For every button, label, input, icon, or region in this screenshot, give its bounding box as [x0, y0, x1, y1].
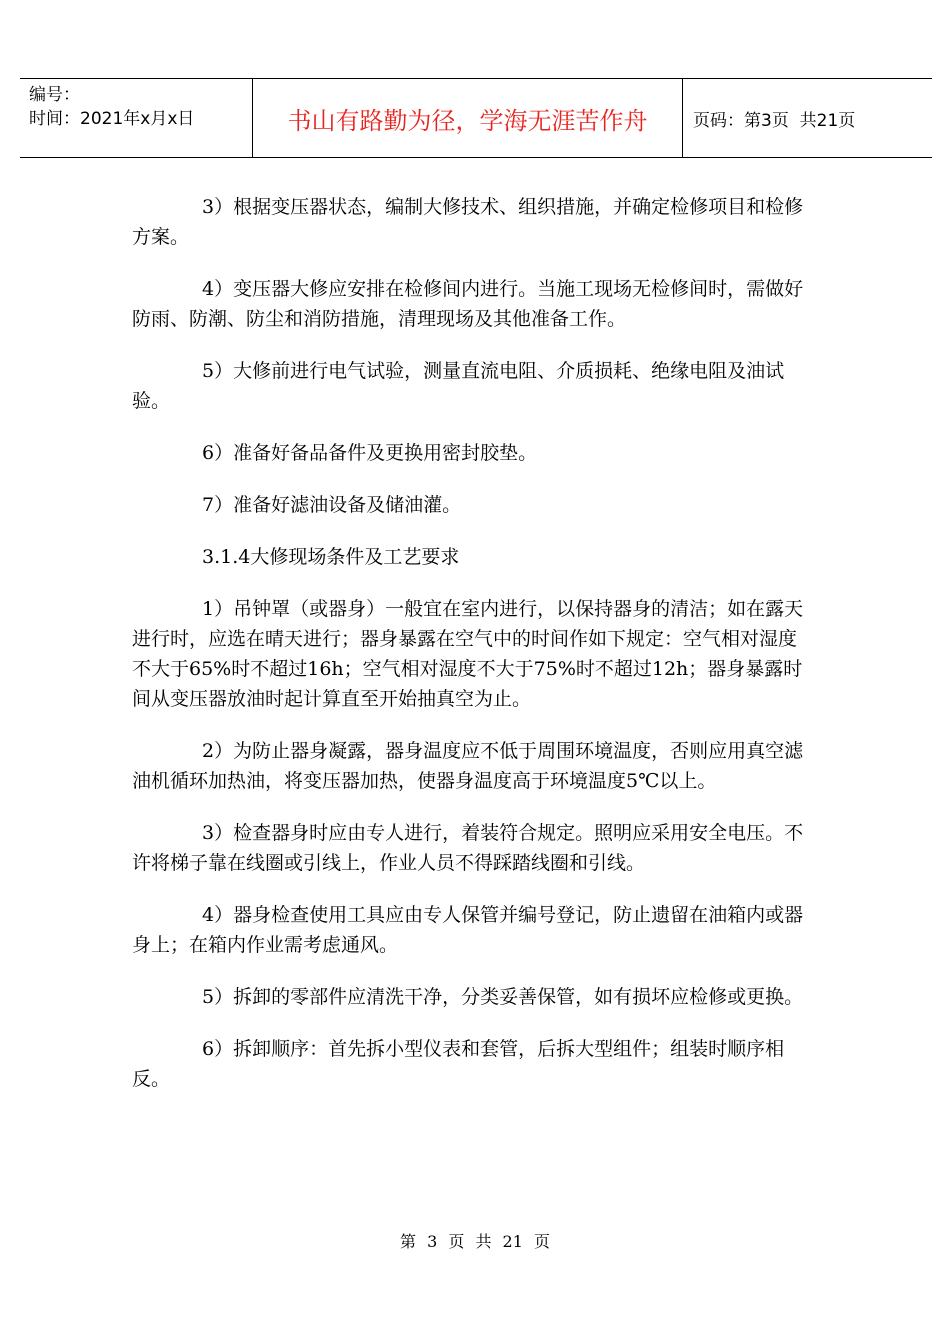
requirement-item-2: 2）为防止器身凝露，器身温度应不低于周围环境温度，否则应用真空滤油机循环加热油，将变压器加热，使器身温度高于环境温度5℃以上。 — [132, 740, 804, 792]
page-footer: 第 3 页 共 21 页 — [400, 1232, 550, 1251]
requirement-item-6: 6）拆卸顺序：首先拆小型仪表和套管，后拆大型组件；组装时顺序相反。 — [132, 1038, 785, 1090]
requirement-item-5: 5）拆卸的零部件应清洗干净，分类妥善保管，如有损坏应检修或更换。 — [202, 986, 804, 1008]
paragraph-item-3: 3）根据变压器状态，编制大修技术、组织措施，并确定检修项目和检修方案。 — [132, 196, 804, 248]
paragraph-item-4: 4）变压器大修应安排在检修间内进行。当施工现场无检修间时，需做好防雨、防潮、防尘和消防措施，清理现场及其他准备工作。 — [132, 278, 804, 330]
header-page-number: 页码：第3页 共21页 — [693, 110, 856, 131]
header-motto: 书山有路勤为径，学海无涯苦作舟 — [252, 79, 683, 157]
requirement-item-4: 4）器身检查使用工具应由专人保管并编号登记，防止遗留在油箱内或器身上；在箱内作业需考虑通风。 — [132, 904, 804, 956]
date-label: 时间：2021年x月x日 — [29, 109, 195, 129]
page-header — [20, 78, 932, 158]
section-heading: 3.1.4大修现场条件及工艺要求 — [202, 546, 460, 568]
paragraph-item-7: 7）准备好滤油设备及储油灌。 — [202, 494, 462, 516]
requirement-item-3: 3）检查器身时应由专人进行，着装符合规定。照明应采用安全电压。不许将梯子靠在线圈或引线上，作业人员不得踩踏线圈和引线。 — [132, 822, 804, 874]
paragraph-item-6: 6）准备好备品备件及更换用密封胶垫。 — [202, 442, 538, 464]
document-body — [132, 192, 812, 1116]
serial-number-label: 编号： — [29, 85, 80, 105]
requirement-item-1: 1）吊钟罩（或器身）一般宜在室内进行，以保持器身的清洁；如在露天进行时，应选在晴天进行；器身暴露在空气中的时间作如下规定：空气相对湿度不大于65%时不超过16h；空气相对湿度不大于75%时不超过12h；器身暴露时间从变压器放油时起计算直至开始抽真空为止。 — [132, 598, 804, 710]
paragraph-item-5: 5）大修前进行电气试验，测量直流电阻、介质损耗、绝缘电阻及油试验。 — [132, 360, 785, 412]
header-meta — [20, 79, 252, 157]
